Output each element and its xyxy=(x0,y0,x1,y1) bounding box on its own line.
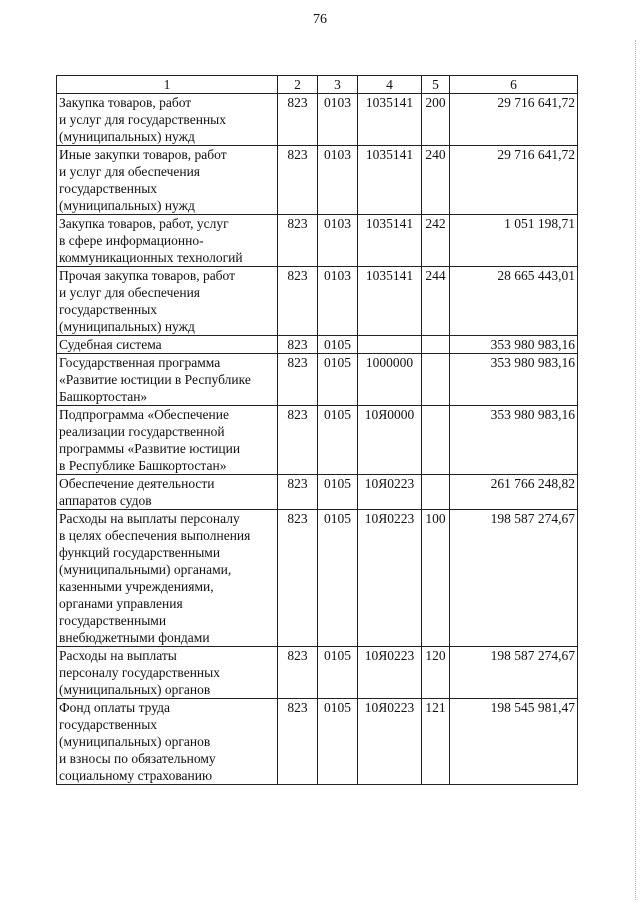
row-section-code: 0103 xyxy=(318,94,358,146)
row-target-code: 1035141 xyxy=(358,94,422,146)
row-ministry-code: 823 xyxy=(278,510,318,647)
row-ministry-code: 823 xyxy=(278,267,318,336)
row-name: Фонд оплаты труда государственных (муниципальных) органов и взносы по обязательному социальному страхованию xyxy=(57,699,278,785)
row-name: Закупка товаров, работ, услуг в сфере информационно- коммуникационных технологий xyxy=(57,215,278,267)
row-target-code: 10Я0223 xyxy=(358,475,422,510)
row-section-code: 0105 xyxy=(318,336,358,354)
row-expense-code xyxy=(422,354,450,406)
row-expense-code: 242 xyxy=(422,215,450,267)
row-amount: 198 587 274,67 xyxy=(450,510,578,647)
row-section-code: 0105 xyxy=(318,510,358,647)
table-row xyxy=(57,94,578,146)
row-section-code: 0105 xyxy=(318,699,358,785)
table-row xyxy=(57,215,578,267)
row-ministry-code: 823 xyxy=(278,336,318,354)
row-target-code: 1000000 xyxy=(358,354,422,406)
row-target-code: 10Я0223 xyxy=(358,699,422,785)
row-section-code: 0105 xyxy=(318,647,358,699)
row-ministry-code: 823 xyxy=(278,146,318,215)
table-row xyxy=(57,336,578,354)
row-section-code: 0103 xyxy=(318,267,358,336)
row-ministry-code: 823 xyxy=(278,215,318,267)
row-expense-code: 200 xyxy=(422,94,450,146)
row-amount: 29 716 641,72 xyxy=(450,146,578,215)
budget-table xyxy=(56,75,578,785)
header-cell-6: 6 xyxy=(450,76,578,94)
row-amount: 353 980 983,16 xyxy=(450,336,578,354)
row-section-code: 0105 xyxy=(318,354,358,406)
row-target-code: 10Я0223 xyxy=(358,510,422,647)
row-expense-code xyxy=(422,336,450,354)
row-section-code: 0105 xyxy=(318,406,358,475)
table-row xyxy=(57,475,578,510)
header-cell-1: 1 xyxy=(57,76,278,94)
row-expense-code: 121 xyxy=(422,699,450,785)
row-target-code xyxy=(358,336,422,354)
table-row xyxy=(57,146,578,215)
row-ministry-code: 823 xyxy=(278,475,318,510)
row-name: Государственная программа «Развитие юстиции в Республике Башкортостан» xyxy=(57,354,278,406)
row-name: Прочая закупка товаров, работ и услуг для обеспечения государственных (муниципальных) нужд xyxy=(57,267,278,336)
row-name: Расходы на выплаты персоналу государственных (муниципальных) органов xyxy=(57,647,278,699)
row-name: Иные закупки товаров, работ и услуг для обеспечения государственных (муниципальных) нужд xyxy=(57,146,278,215)
row-target-code: 1035141 xyxy=(358,146,422,215)
row-ministry-code: 823 xyxy=(278,406,318,475)
row-name: Расходы на выплаты персоналу в целях обеспечения выполнения функций государственными (муниципальными) органами, казенными учреждениями, органами управления государственными внебюджетными фондами xyxy=(57,510,278,647)
row-name: Обеспечение деятельности аппаратов судов xyxy=(57,475,278,510)
row-amount: 353 980 983,16 xyxy=(450,354,578,406)
row-ministry-code: 823 xyxy=(278,647,318,699)
row-amount: 1 051 198,71 xyxy=(450,215,578,267)
row-target-code: 1035141 xyxy=(358,267,422,336)
header-cell-5: 5 xyxy=(422,76,450,94)
row-amount: 29 716 641,72 xyxy=(450,94,578,146)
table-row xyxy=(57,406,578,475)
header-cell-4: 4 xyxy=(358,76,422,94)
row-ministry-code: 823 xyxy=(278,94,318,146)
row-target-code: 1035141 xyxy=(358,215,422,267)
row-amount: 198 587 274,67 xyxy=(450,647,578,699)
table-row xyxy=(57,699,578,785)
scan-edge xyxy=(634,40,636,900)
row-section-code: 0103 xyxy=(318,146,358,215)
table-row xyxy=(57,267,578,336)
header-cell-3: 3 xyxy=(318,76,358,94)
table-row xyxy=(57,647,578,699)
row-amount: 198 545 981,47 xyxy=(450,699,578,785)
header-cell-2: 2 xyxy=(278,76,318,94)
row-ministry-code: 823 xyxy=(278,699,318,785)
row-amount: 28 665 443,01 xyxy=(450,267,578,336)
row-name: Закупка товаров, работ и услуг для государственных (муниципальных) нужд xyxy=(57,94,278,146)
row-ministry-code: 823 xyxy=(278,354,318,406)
table-row xyxy=(57,510,578,647)
row-expense-code xyxy=(422,475,450,510)
row-expense-code xyxy=(422,406,450,475)
row-expense-code: 240 xyxy=(422,146,450,215)
row-section-code: 0105 xyxy=(318,475,358,510)
row-amount: 261 766 248,82 xyxy=(450,475,578,510)
row-section-code: 0103 xyxy=(318,215,358,267)
row-name: Подпрограмма «Обеспечение реализации государственной программы «Развитие юстиции в Республике Башкортостан» xyxy=(57,406,278,475)
page-number: 76 xyxy=(313,12,327,27)
row-target-code: 10Я0000 xyxy=(358,406,422,475)
table-header-row xyxy=(57,76,578,94)
row-expense-code: 120 xyxy=(422,647,450,699)
row-name: Судебная система xyxy=(57,336,278,354)
row-expense-code: 100 xyxy=(422,510,450,647)
row-amount: 353 980 983,16 xyxy=(450,406,578,475)
table-row xyxy=(57,354,578,406)
row-expense-code: 244 xyxy=(422,267,450,336)
row-target-code: 10Я0223 xyxy=(358,647,422,699)
